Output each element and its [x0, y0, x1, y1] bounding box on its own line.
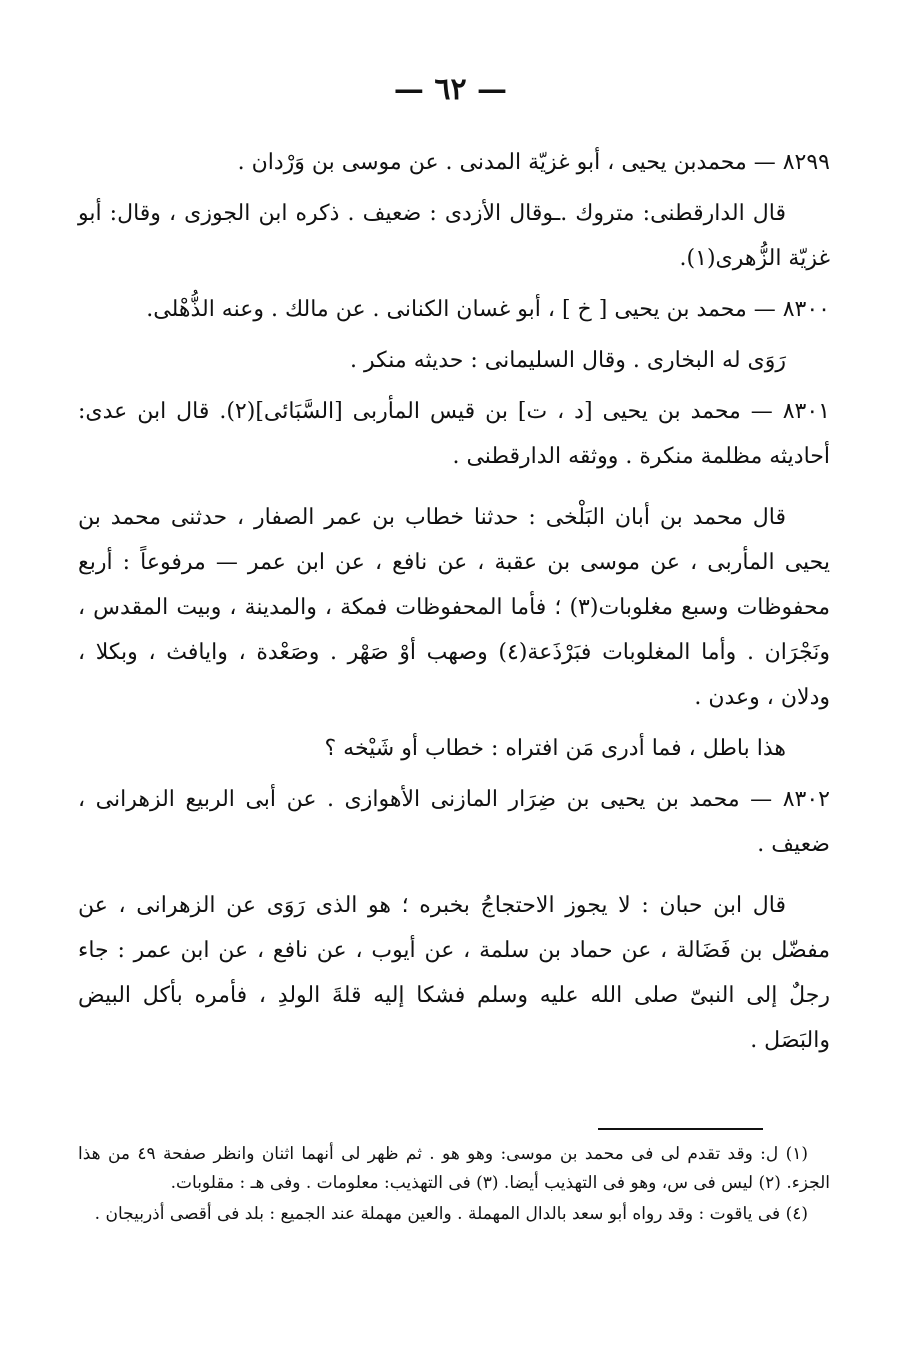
paragraph-ibn-hibban: قال ابن حبان : لا يجوز الاحتجاجُ بخبره ؛ هو الذى رَوَى عن الزهرانى ، عن مفضّل بن فَضَالة ، عن حماد بن سلمة ، عن أيوب ، عن نافع ، عن ابن عمر : جاء رجلٌ إلى النبىّ صلى الله عليه وسلم فشكا إليه قلةَ الولدِ ، فأمره بأكل البيض والبَصَل .	[78, 893, 830, 1053]
footnotes	[78, 1140, 830, 1231]
footnote-divider	[598, 1128, 763, 1130]
entry-8300: ٨٣٠٠ — محمد بن يحيى [ خ ] ، أبو غسان الكنانى . عن مالك . وعنه الذُّهْلى.	[146, 297, 830, 322]
entry-8302: ٨٣٠٢ — محمد بن يحيى بن ضِرَار المازنى الأهوازى . عن أبى الربيع الزهرانى ، ضعيف .	[78, 787, 830, 857]
page-number: — ٦٢ —	[393, 72, 508, 107]
entry-8301: ٨٣٠١ — محمد بن يحيى [د ، ت] بن قيس المأربى [السَّبَائى](٢). قال ابن عدى: أحاديثه مظلمة منكرة . ووثقه الدارقطنى .	[78, 399, 830, 469]
paragraph-daraqutni: قال الدارقطنى: متروك .ـوقال الأزدى : ضعيف . ذكره ابن الجوزى ، وقال: أبو غزيّة الزُّهرى(١).	[78, 201, 830, 271]
main-text	[78, 140, 830, 1069]
paragraph-bukhari: رَوَى له البخارى . وقال السليمانى : حديثه منكر .	[350, 348, 786, 373]
paragraph-balkhi: قال محمد بن أبان البَلْخى : حدثنا خطاب بن عمر الصفار ، حدثنى محمد بن يحيى المأربى ، عن موسى بن عقبة ، عن نافع ، عن ابن عمر — مرفوعاً : أربع محفوظات وسبع مغلوبات(٣) ؛ فأما المحفوظات فمكة ، والمدينة ، وبيت المقدس ، ونَجْرَان . وأما المغلوبات فبَرْذَعة(٤) وصهب أوْ صَهْر . وصَعْدة ، وايافث ، وبكلا ، ودلان ، وعدن .	[78, 505, 830, 710]
footnote-1-3: (١) ل: وقد تقدم لى فى محمد بن موسى: وهو هو . ثم ظهر لى أنهما اثنان وانظر صفحة ٤٩ من هذا الجزء. (٢) ليس فى س، وهو فى التهذيب أيضا. (٣) فى التهذيب: معلومات . وفى هـ : مقلوبات.	[78, 1144, 830, 1193]
paragraph-batil: هذا باطل ، فما أدرى مَن افتراه : خطاب أو شَيْخه ؟	[324, 736, 786, 761]
entry-8299: ٨٢٩٩ — محمدبن يحيى ، أبو غزيّة المدنى . عن موسى بن وَرْدان .	[237, 150, 830, 175]
footnote-4: (٤) فى ياقوت : وقد رواه أبو سعد بالدال المهملة . والعين مهملة عند الجميع : بلد فى أقصى أذربيجان .	[94, 1204, 808, 1224]
